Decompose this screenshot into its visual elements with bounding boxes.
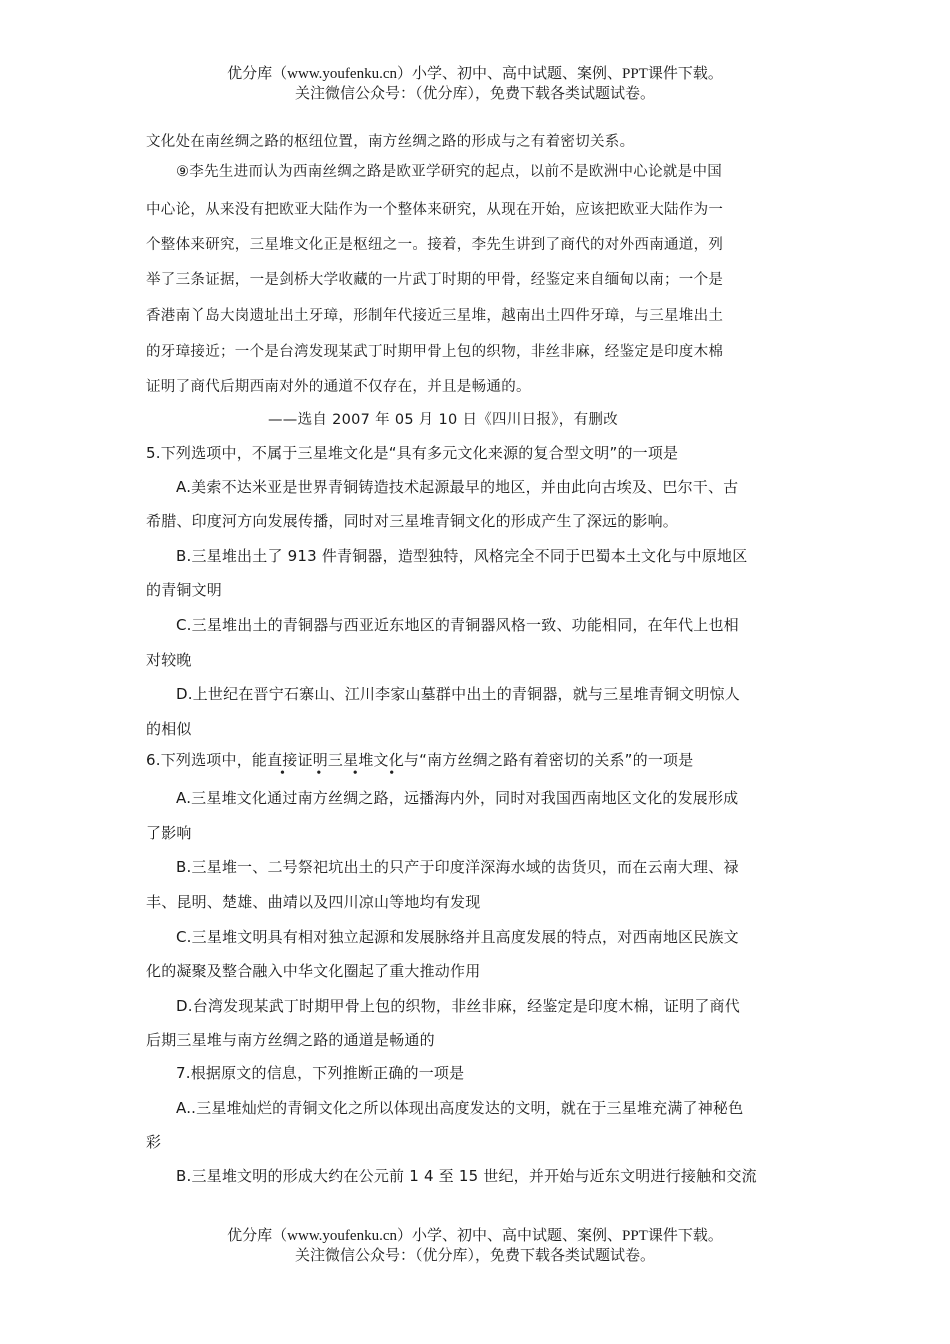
footer-line-2: 关注微信公众号：（优分库），免费下载各类试题试卷。 bbox=[294, 1248, 655, 1264]
passage-source: ——选自 2007 年 05 月 10 日《四川日报》，有删改 bbox=[268, 412, 619, 428]
question-5-option-a: A.美索不达米亚是世界青铜铸造技术起源最早的地区，并由此向古埃及、巴尔干、古 bbox=[176, 478, 739, 496]
question-5-option-c: 对较晚 bbox=[146, 651, 192, 669]
page-footer bbox=[0, 1226, 950, 1266]
passage-line: 文化处在南丝绸之路的枢纽位置，南方丝绸之路的形成与之有着密切关系。 bbox=[146, 134, 635, 150]
question-6-option-c: C.三星堆文明具有相对独立起源和发展脉络并且高度发展的特点，对西南地区民族文 bbox=[176, 928, 739, 946]
question-6-option-d: D.台湾发现某武丁时期甲骨上包的织物，非丝非麻，经鉴定是印度木棉，证明了商代 bbox=[176, 997, 740, 1015]
question-6-option-d: 后期三星堆与南方丝绸之路的通道是畅通的 bbox=[146, 1031, 435, 1049]
question-6-option-b: B.三星堆一、二号祭祀坑出土的只产于印度洋深海水域的齿货贝，而在云南大理、禄 bbox=[176, 858, 739, 876]
passage-line: 的牙璋接近；一个是台湾发现某武丁时期甲骨上包的织物，非丝非麻，经鉴定是印度木棉 bbox=[146, 344, 724, 360]
passage-line: 证明了商代后期西南对外的通道不仅存在，并且是畅通的。 bbox=[146, 379, 531, 395]
page-header bbox=[0, 64, 950, 104]
question-6-option-a: 了影响 bbox=[146, 824, 192, 842]
question-5-option-b: 的青铜文明 bbox=[146, 581, 223, 599]
passage-line: 中心论，从来没有把欧亚大陆作为一个整体来研究，从现在开始，应该把欧亚大陆作为一 bbox=[146, 202, 724, 218]
question-5-stem: 5.下列选项中，不属于三星堆文化是“具有多元文化来源的复合型文明”的一项是 bbox=[146, 444, 679, 462]
question-6-option-a: A.三星堆文化通过南方丝绸之路，远播海内外，同时对我国西南地区文化的发展形成 bbox=[176, 789, 739, 807]
question-5-option-d: 的相似 bbox=[146, 720, 192, 738]
question-5-option-d: D.上世纪在晋宁石寨山、江川李家山墓群中出土的青铜器，就与三星堆青铜文明惊人 bbox=[176, 685, 740, 703]
question-5-option-b: B.三星堆出土了 913 件青铜器，造型独特，风格完全不同于巴蜀本土文化与中原地区 bbox=[176, 547, 748, 565]
question-6-option-b: 丰、昆明、楚雄、曲靖以及四川凉山等地均有发现 bbox=[146, 893, 481, 911]
header-line-1: 优分库（www.youfenku.cn）小学、初中、高中试题、案例、PPT课件下载。 bbox=[227, 66, 723, 82]
question-6-stem: 6.下列选项中，能直接证明三星堆文化与“南方丝绸之路有着密切的关系”的一项是 bbox=[146, 751, 694, 769]
passage-line: ⑨李先生进而认为西南丝绸之路是欧亚学研究的起点，以前不是欧洲中心论就是中国 bbox=[176, 164, 723, 180]
header-line-2: 关注微信公众号：（优分库），免费下载各类试题试卷。 bbox=[294, 86, 655, 102]
question-6-option-c: 化的凝聚及整合融入中华文化圈起了重大推动作用 bbox=[146, 962, 481, 980]
question-7-option-a: 彩 bbox=[146, 1133, 162, 1151]
passage-line: 个整体来研究，三星堆文化正是枢纽之一。接着，李先生讲到了商代的对外西南通道，列 bbox=[146, 237, 724, 253]
question-7-option-a: A..三星堆灿烂的青铜文化之所以体现出高度发达的文明，就在于三星堆充满了神秘色 bbox=[176, 1099, 744, 1117]
passage-line: 香港南丫岛大岗遗址出土牙璋，形制年代接近三星堆，越南出土四件牙璋，与三星堆出土 bbox=[146, 308, 724, 324]
passage-line: 举了三条证据，一是剑桥大学收藏的一片武丁时期的甲骨，经鉴定来自缅甸以南；一个是 bbox=[146, 272, 724, 288]
question-5-option-a: 希腊、印度河方向发展传播，同时对三星堆青铜文化的形成产生了深远的影响。 bbox=[146, 512, 679, 530]
question-5-option-c: C.三星堆出土的青铜器与西亚近东地区的青铜器风格一致、功能相同，在年代上也相 bbox=[176, 616, 739, 634]
question-7-stem: 7.根据原文的信息，下列推断正确的一项是 bbox=[176, 1064, 465, 1082]
question-7-option-b: B.三星堆文明的形成大约在公元前 1 4 至 15 世纪，并开始与近东文明进行接触和交流 bbox=[176, 1167, 757, 1185]
footer-line-1: 优分库（www.youfenku.cn）小学、初中、高中试题、案例、PPT课件下载。 bbox=[227, 1228, 723, 1244]
emphasis-dots: • • • • bbox=[280, 766, 409, 781]
